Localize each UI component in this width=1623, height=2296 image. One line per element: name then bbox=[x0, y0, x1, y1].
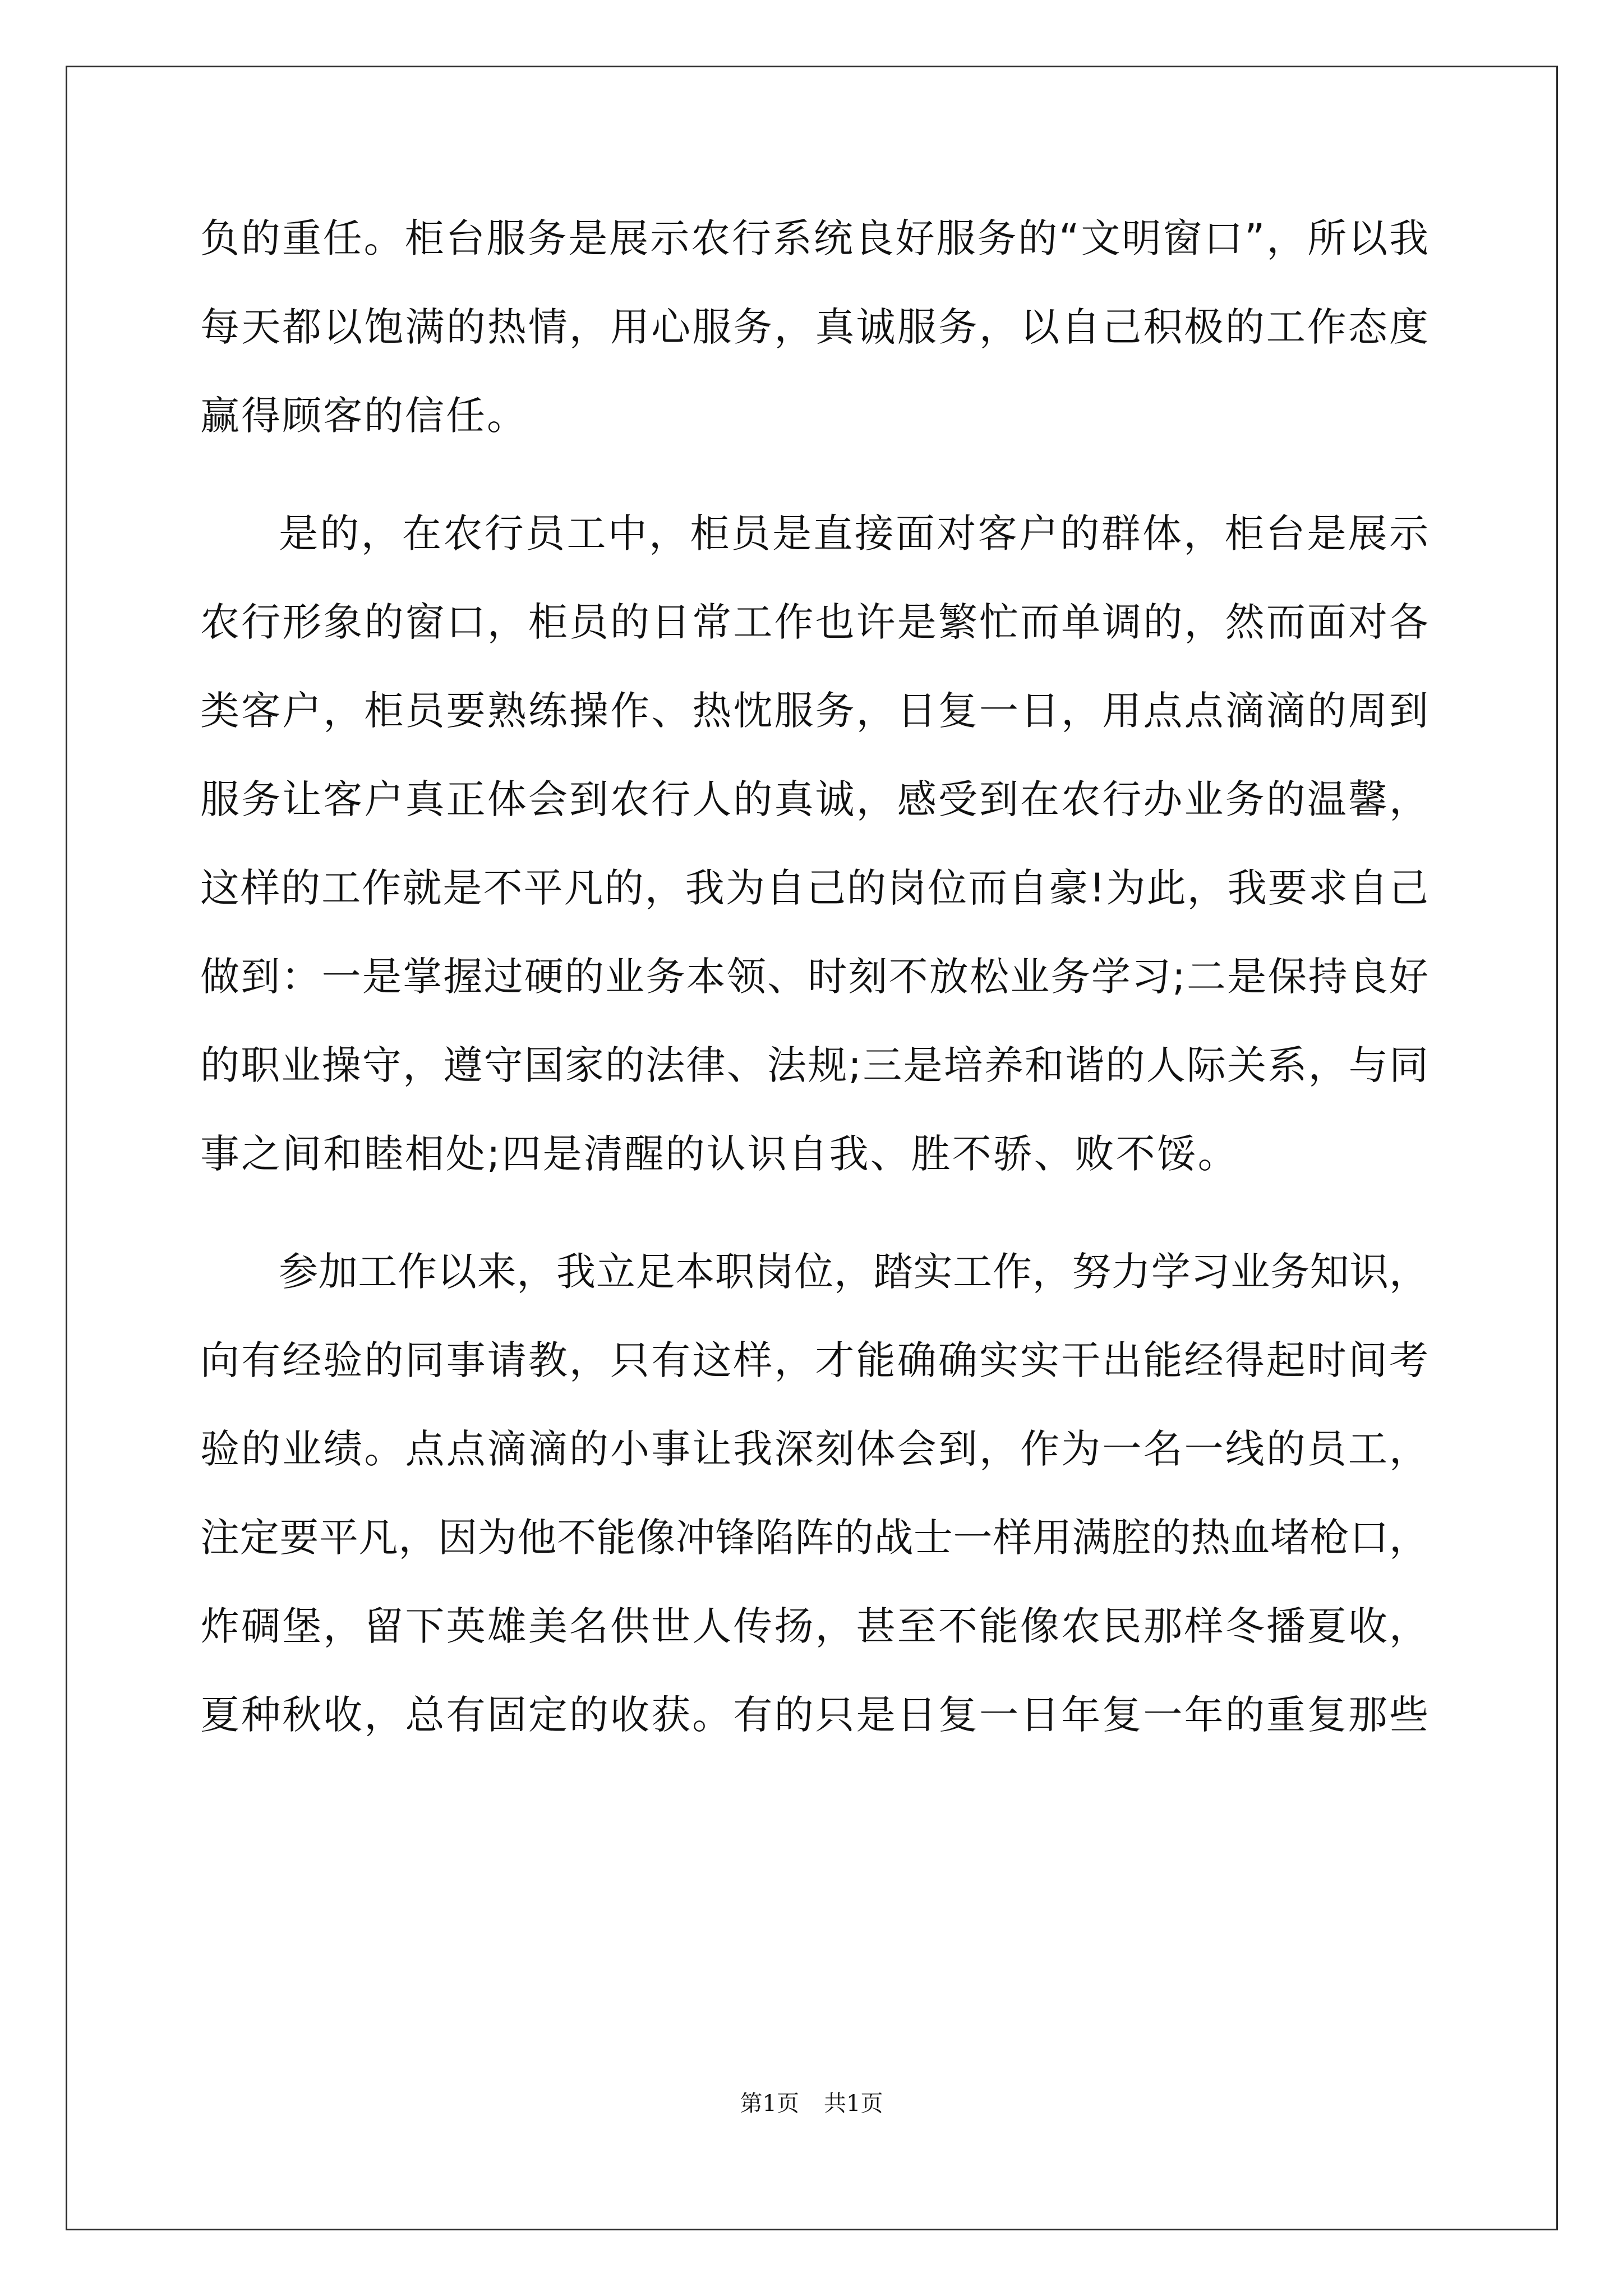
paragraph-1-line-2: 每天都以饱满的热情，用心服务，真诚服务，以自己积极的工作态度 bbox=[200, 304, 1428, 350]
paragraph-2-line-2: 农行形象的窗口，柜员的日常工作也许是繁忙而单调的，然而面对各 bbox=[200, 599, 1428, 645]
paragraph-1-line-3: 赢得顾客的信任。 bbox=[200, 393, 528, 439]
paragraph-2-line-3: 类客户，柜员要熟练操作、热忱服务，日复一日，用点点滴滴的周到 bbox=[200, 688, 1428, 734]
paragraph-2-line-1: 是的，在农行员工中，柜员是直接面对客户的群体，柜台是展示 bbox=[279, 510, 1428, 556]
paragraph-3-line-4: 注定要平凡，因为他不能像冲锋陷阵的战士一样用满腔的热血堵枪口， bbox=[200, 1515, 1428, 1561]
paragraph-3-line-6: 夏种秋收，总有固定的收获。有的只是日复一日年复一年的重复那些 bbox=[200, 1692, 1428, 1738]
page-number: 第1页 bbox=[740, 2091, 799, 2116]
paragraph-1-line-1: 负的重任。柜台服务是展示农行系统良好服务的“文明窗口”，所以我 bbox=[200, 215, 1428, 261]
paragraph-2-line-8: 事之间和睦相处;四是清醒的认识自我、胜不骄、败不馁。 bbox=[200, 1131, 1239, 1177]
page-total: 共1页 bbox=[824, 2091, 883, 2116]
paragraph-3-line-3: 验的业绩。点点滴滴的小事让我深刻体会到，作为一名一线的员工， bbox=[200, 1426, 1428, 1472]
paragraph-2-line-5: 这样的工作就是不平凡的，我为自己的岗位而自豪!为此，我要求自己 bbox=[200, 865, 1428, 911]
paragraph-2-line-6: 做到：一是掌握过硬的业务本领、时刻不放松业务学习;二是保持良好 bbox=[200, 954, 1428, 1000]
paragraph-3-line-2: 向有经验的同事请教，只有这样，才能确确实实干出能经得起时间考 bbox=[200, 1337, 1428, 1383]
page-footer bbox=[0, 2087, 1623, 2120]
paragraph-2-line-4: 服务让客户真正体会到农行人的真诚，感受到在农行办业务的温馨， bbox=[200, 776, 1428, 822]
paragraph-3-line-1: 参加工作以来，我立足本职岗位，踏实工作，努力学习业务知识， bbox=[279, 1249, 1428, 1295]
paragraph-3-line-5: 炸碉堡，留下英雄美名供世人传扬，甚至不能像农民那样冬播夏收， bbox=[200, 1603, 1428, 1649]
paragraph-2-line-7: 的职业操守，遵守国家的法律、法规;三是培养和谐的人际关系，与同 bbox=[200, 1042, 1428, 1088]
